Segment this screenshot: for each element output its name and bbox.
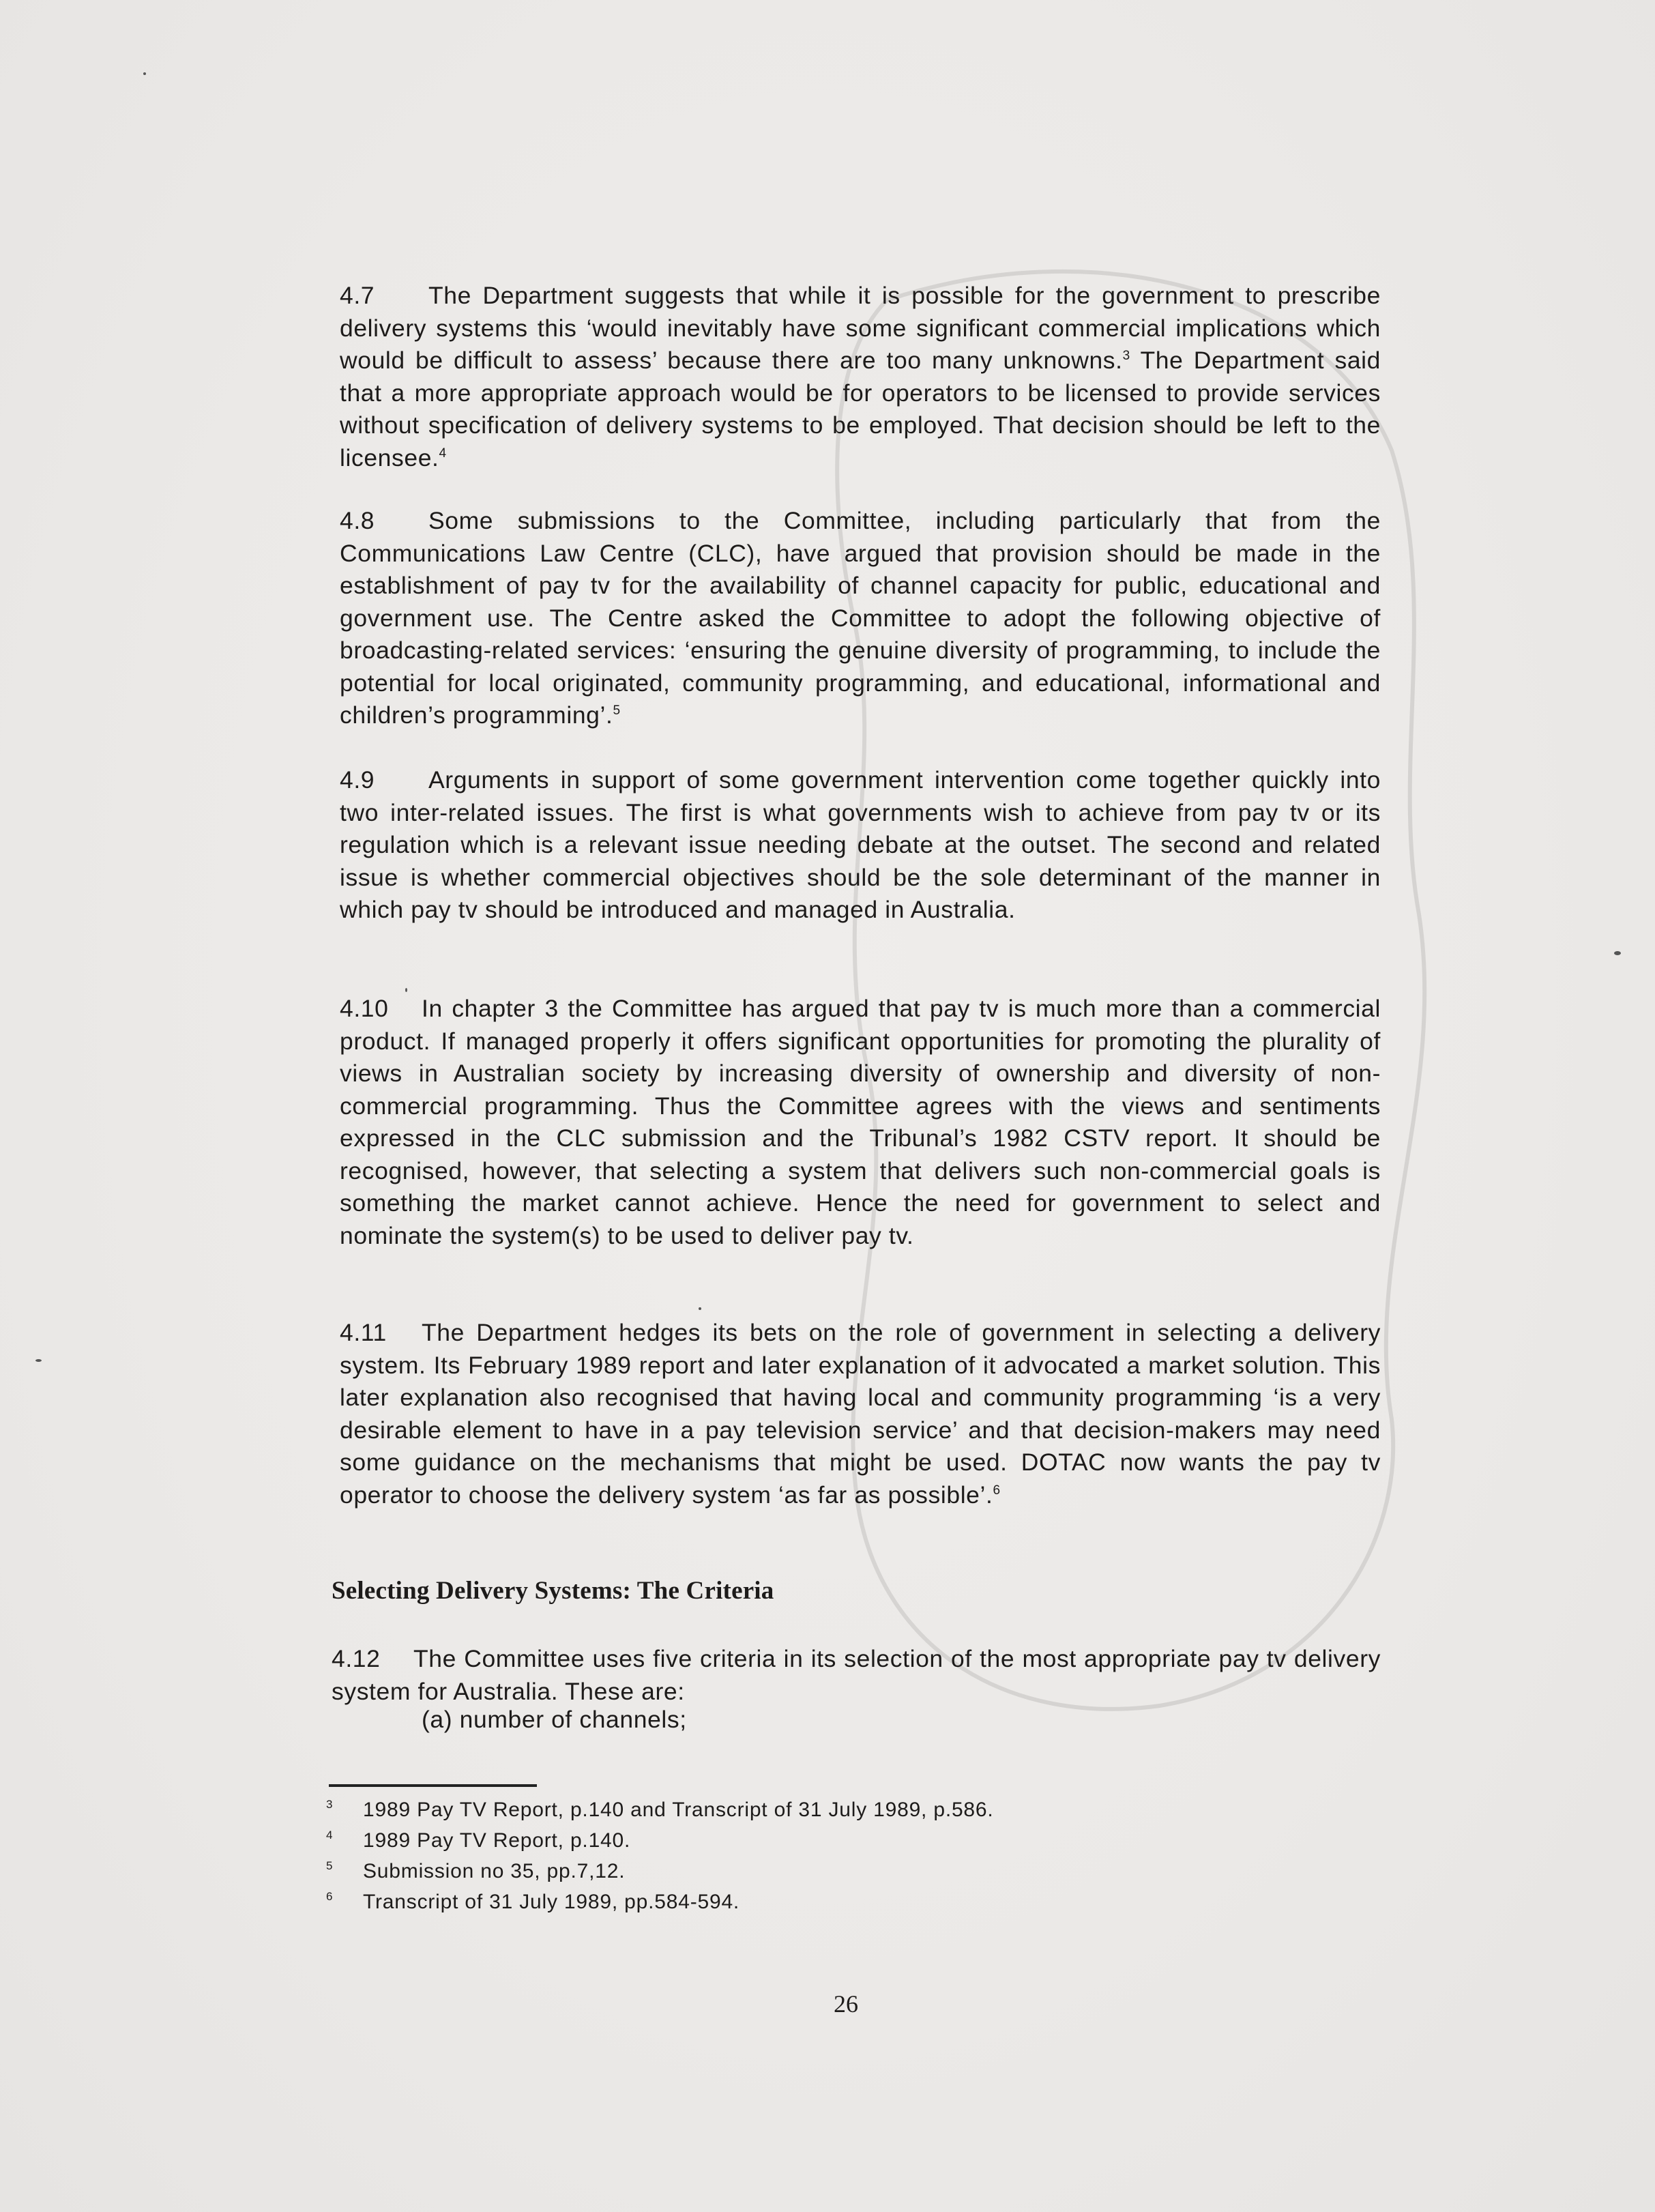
paragraph-number: 4.10 — [340, 995, 389, 1022]
paragraph-4-10 — [340, 993, 1381, 1252]
paragraph-4-7 — [340, 280, 1381, 474]
paragraph-4-12 — [332, 1643, 1381, 1708]
paragraph-number: 4.12 — [332, 1645, 381, 1672]
paragraph-text: The Department said that a more appropriate approach would be for operators to be licensed to provide services without specification of delivery systems to be employed. That decision should be left to the licensee. — [340, 347, 1381, 471]
footnote-text: Submission no 35, pp.7,12. — [363, 1860, 626, 1882]
paragraph-4-11 — [340, 1317, 1381, 1511]
scan-speck — [35, 1359, 42, 1362]
paragraph-number: 4.8 — [340, 507, 375, 534]
scan-speck — [699, 1307, 701, 1310]
footnote-reference: 6 — [993, 1483, 1001, 1498]
paragraph-number: 4.7 — [340, 282, 375, 309]
paragraph-text: The Committee uses five criteria in its selection of the most appropriate pay tv delivery system for Australia. These are: — [332, 1645, 1381, 1705]
footnote-text: 1989 Pay TV Report, p.140. — [363, 1829, 631, 1852]
paragraph-4-9 — [340, 764, 1381, 927]
paragraph-text: Arguments in support of some government intervention come together quickly into two inter-related issues. The first is what governments wish to achieve from pay tv or its regulation which is a relevant issue needing debate at the outset. The second and related issue is whether commercial objectives should be the sole determinant of the manner in which pay tv should be introduced and managed in Australia. — [340, 766, 1381, 923]
footnote-reference: 5 — [613, 703, 621, 718]
footnote-reference: 3 — [1122, 349, 1130, 364]
page-number: 26 — [834, 1990, 858, 2018]
footnote-reference: 4 — [439, 446, 447, 461]
footnote-mark: 5 — [326, 1859, 334, 1872]
paragraph-text: The Department hedges its bets on the role of government in selecting a delivery system. Its February 1989 report and later explanation of it advocated a market solution. This later explanation also recognised that having local and community programming ‘is a very desirable element to have in a pay television service’ and that decision-makers may need some guidance on the mechanisms that might be used. DOTAC now wants the pay tv operator to choose the delivery system ‘as far as possible’. — [340, 1319, 1381, 1509]
scan-speck — [405, 988, 407, 992]
scan-speck — [143, 72, 146, 75]
paragraph-number: 4.11 — [340, 1319, 387, 1346]
footnote — [326, 1796, 1281, 1827]
paragraph-text: The Department suggests that while it is possible for the government to prescribe delivery systems this ‘would inevitably have some significant commercial implications which would be difficult to assess’ because there are too many unknowns. — [340, 282, 1381, 374]
paragraph-number: 4.9 — [340, 766, 375, 794]
scan-speck — [1614, 951, 1621, 955]
footnote-text: Transcript of 31 July 1989, pp.584-594. — [363, 1891, 740, 1913]
section-heading: Selecting Delivery Systems: The Criteria — [332, 1577, 774, 1605]
paragraph-text: Some submissions to the Committee, including particularly that from the Communications Law Centre (CLC), have argued that provision should be made in the establishment of pay tv for the availability of channel capacity for public, educational and government use. The Centre asked the Committee to adopt the following objective of broadcasting-related services: ‘ensuring the genuine diversity of programming, to include the potential for local originated, community programming, and educational, informational and children’s programming’. — [340, 507, 1381, 729]
footnote — [326, 1888, 1281, 1919]
footnote-mark: 3 — [326, 1798, 334, 1811]
footnote — [326, 1827, 1281, 1857]
criteria-item-a: (a) number of channels; — [422, 1706, 687, 1733]
footnote-mark: 6 — [326, 1890, 334, 1903]
footnote-divider — [329, 1784, 537, 1787]
footnote-text: 1989 Pay TV Report, p.140 and Transcript of 31 July 1989, p.586. — [363, 1799, 994, 1821]
footnote — [326, 1857, 1281, 1888]
paragraph-text: In chapter 3 the Committee has argued that pay tv is much more than a commercial product. If managed properly it offers significant opportunities for promoting the plurality of views in Australian society by increasing diversity of ownership and diversity of non-commercial programming. Thus the Committee agrees with the views and sentiments expressed in the CLC submission and the Tribunal’s 1982 CSTV report. It should be recognised, however, that selecting a system that delivers such non-commercial goals is something the market cannot achieve. Hence the need for government to select and nominate the system(s) to be used to deliver pay tv. — [340, 995, 1381, 1249]
footnotes — [326, 1796, 1281, 1919]
paragraph-4-8 — [340, 505, 1381, 732]
footnote-mark: 4 — [326, 1829, 334, 1842]
